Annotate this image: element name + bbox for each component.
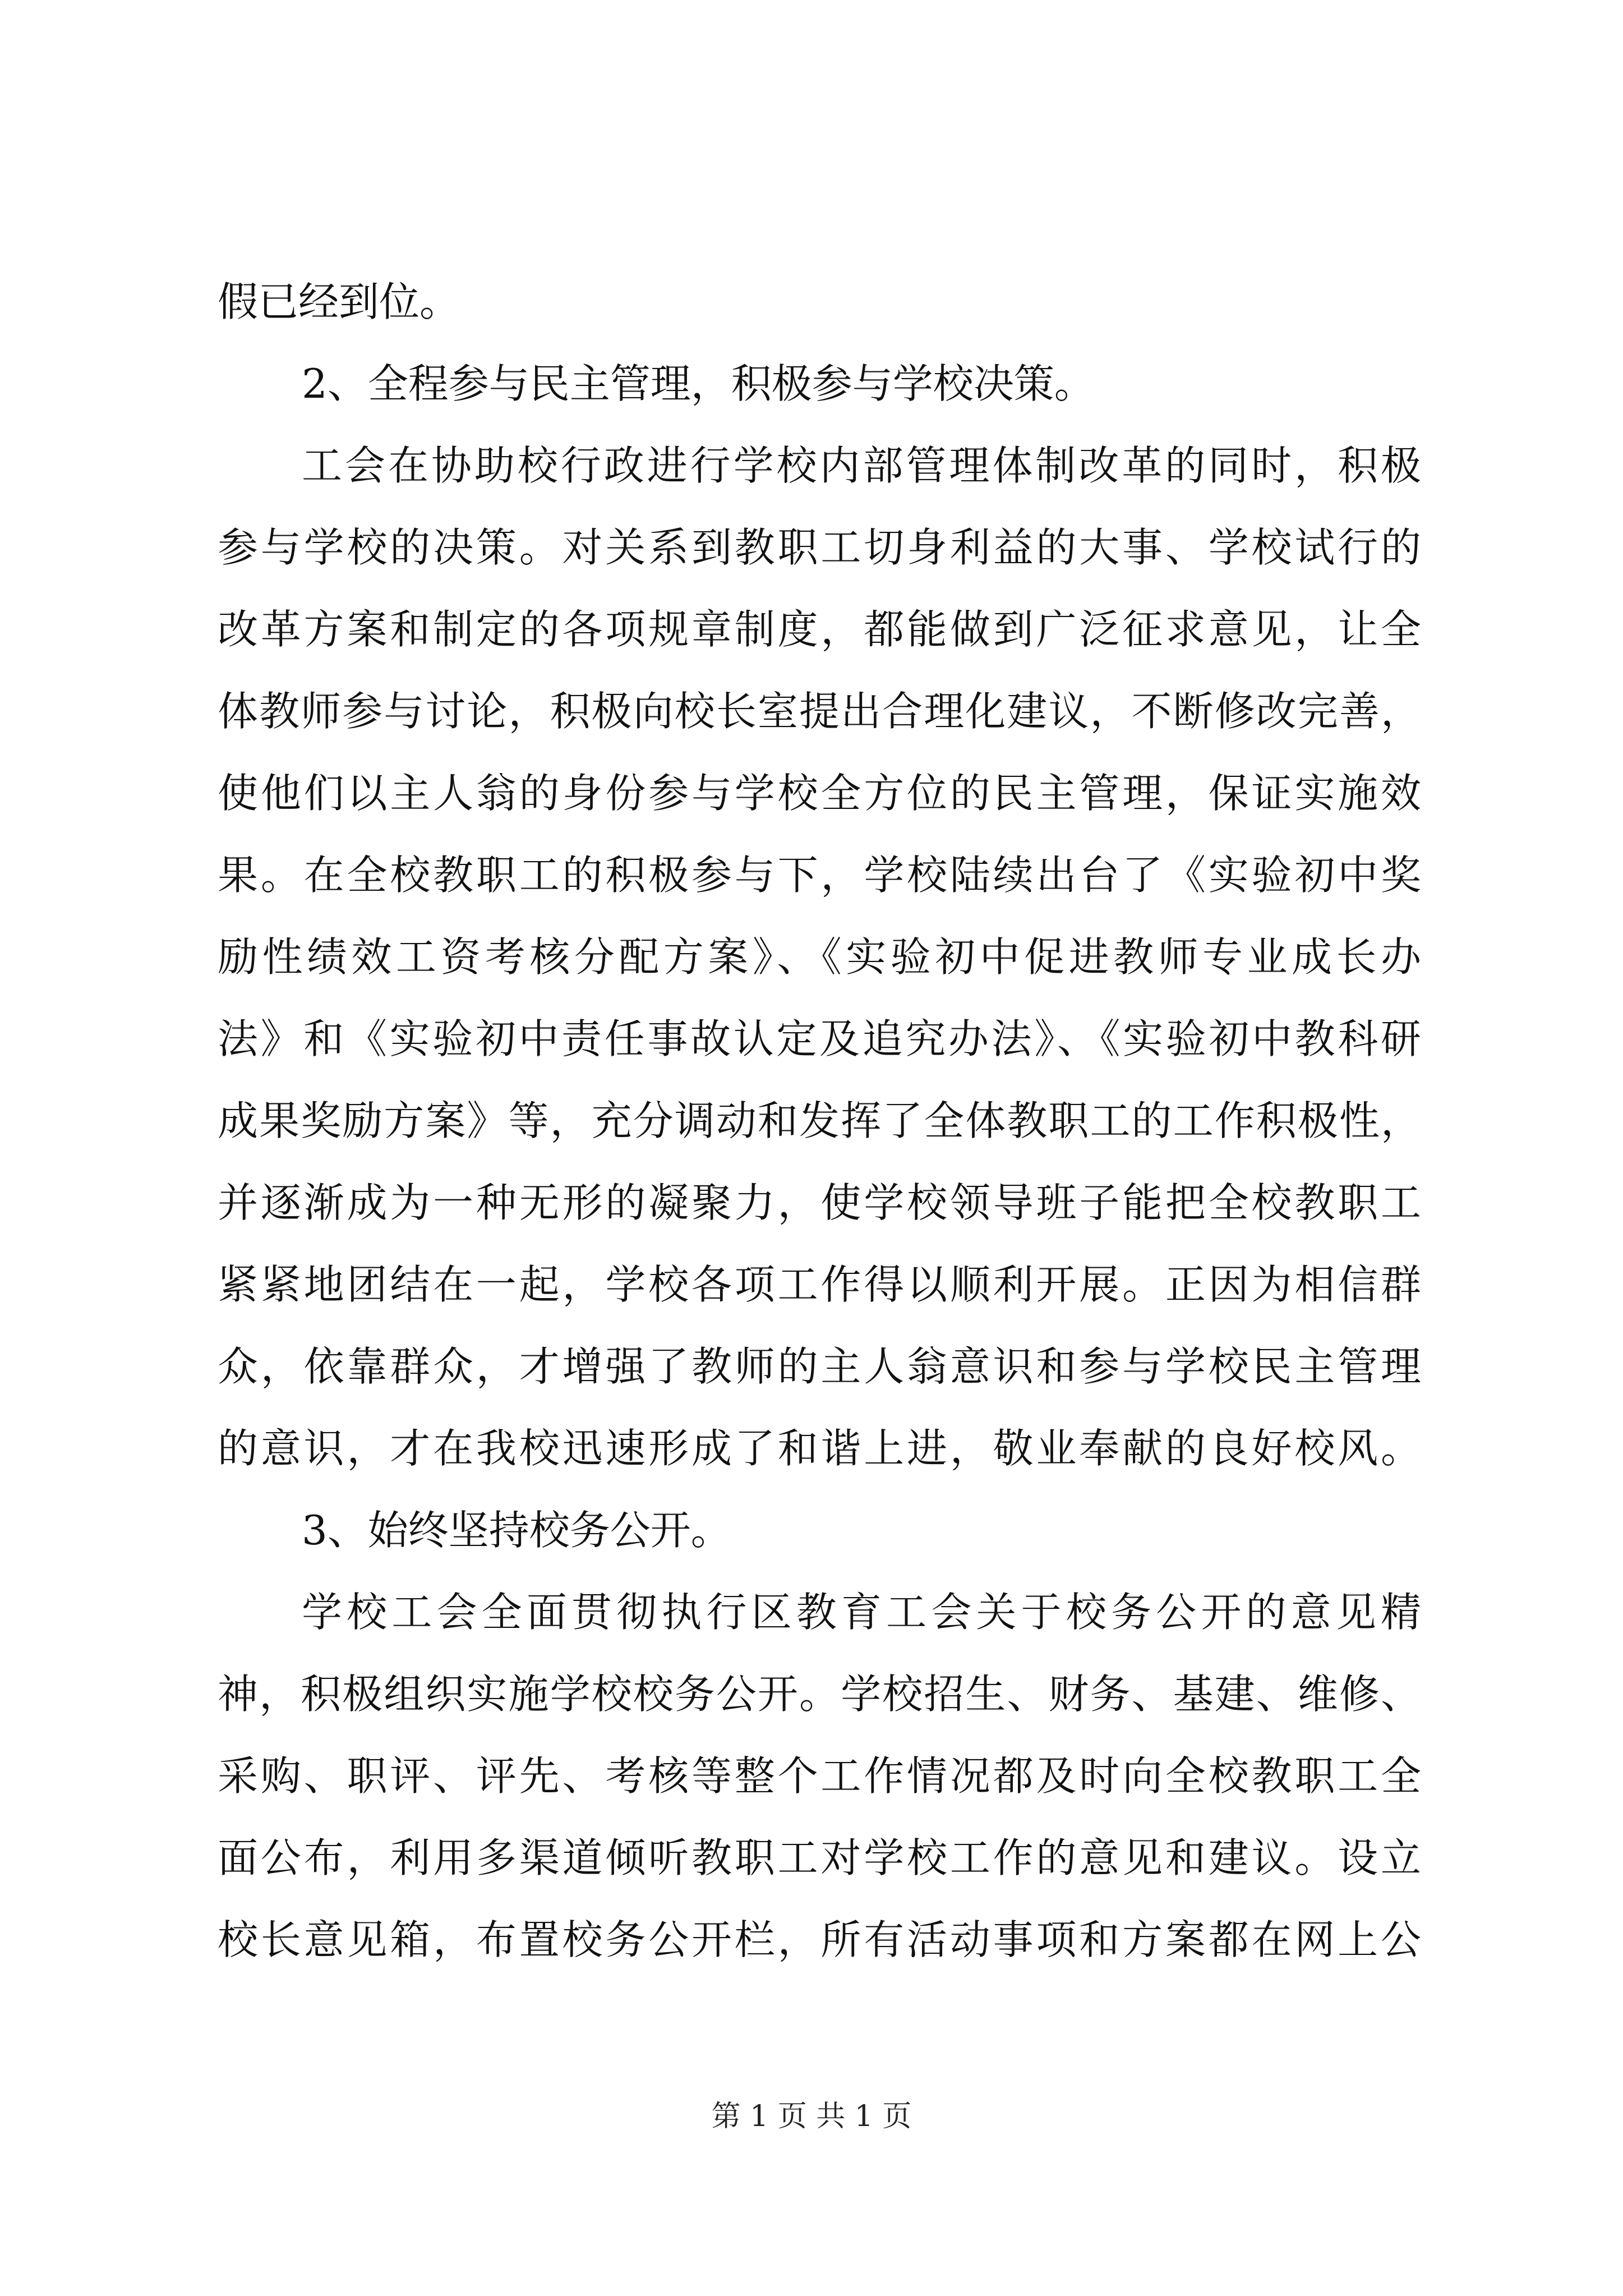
text-line: 采购、职评、评先、考核等整个工作情况都及时向全校教职工全 [218, 1752, 1421, 1800]
text-line: 神，积极组织实施学校校务公开。学校招生、财务、基建、维修、 [218, 1671, 1421, 1718]
text-line: 体教师参与讨论，积极向校长室提出合理化建议，不断修改完善， [218, 688, 1421, 735]
document-body [218, 261, 1421, 1981]
section-heading: 2、全程参与民主管理，积极参与学校决策。 [302, 360, 1095, 407]
text-line: 假已经到位。 [218, 278, 460, 325]
text-line: 果。在全校教职工的积极参与下，学校陆续出台了《实验初中奖 [218, 852, 1421, 899]
page-number-footer: 第 1 页 共 1 页 [711, 2100, 912, 2133]
text-line: 学校工会全面贯彻执行区教育工会关于校务公开的意见精 [302, 1589, 1421, 1636]
text-line: 成果奖励方案》等，充分调动和发挥了全体教职工的工作积极性， [218, 1097, 1421, 1144]
text-line: 校长意见箱，布置校务公开栏，所有活动事项和方案都在网上公 [218, 1916, 1421, 1963]
text-line: 面公布，利用多渠道倾听教职工对学校工作的意见和建议。设立 [218, 1834, 1421, 1881]
text-line: 法》和《实验初中责任事故认定及追究办法》、《实验初中教科研 [218, 1015, 1421, 1062]
section-heading: 3、始终坚持校务公开。 [302, 1507, 731, 1554]
text-line: 励性绩效工资考核分配方案》、《实验初中促进教师专业成长办 [218, 933, 1421, 981]
text-line: 工会在协助校行政进行学校内部管理体制改革的同时，积极 [302, 442, 1421, 489]
text-line: 并逐渐成为一种无形的凝聚力，使学校领导班子能把全校教职工 [218, 1179, 1421, 1226]
text-line: 的意识，才在我校迅速形成了和谐上进，敬业奉献的良好校风。 [218, 1425, 1421, 1472]
text-line: 参与学校的决策。对关系到教职工切身利益的大事、学校试行的 [218, 524, 1421, 571]
text-line: 紧紧地团结在一起，学校各项工作得以顺利开展。正因为相信群 [218, 1261, 1421, 1308]
text-line: 众，依靠群众，才增强了教师的主人翁意识和参与学校民主管理 [218, 1343, 1421, 1390]
text-line: 使他们以主人翁的身份参与学校全方位的民主管理，保证实施效 [218, 770, 1421, 817]
text-line: 改革方案和制定的各项规章制度，都能做到广泛征求意见，让全 [218, 606, 1421, 653]
